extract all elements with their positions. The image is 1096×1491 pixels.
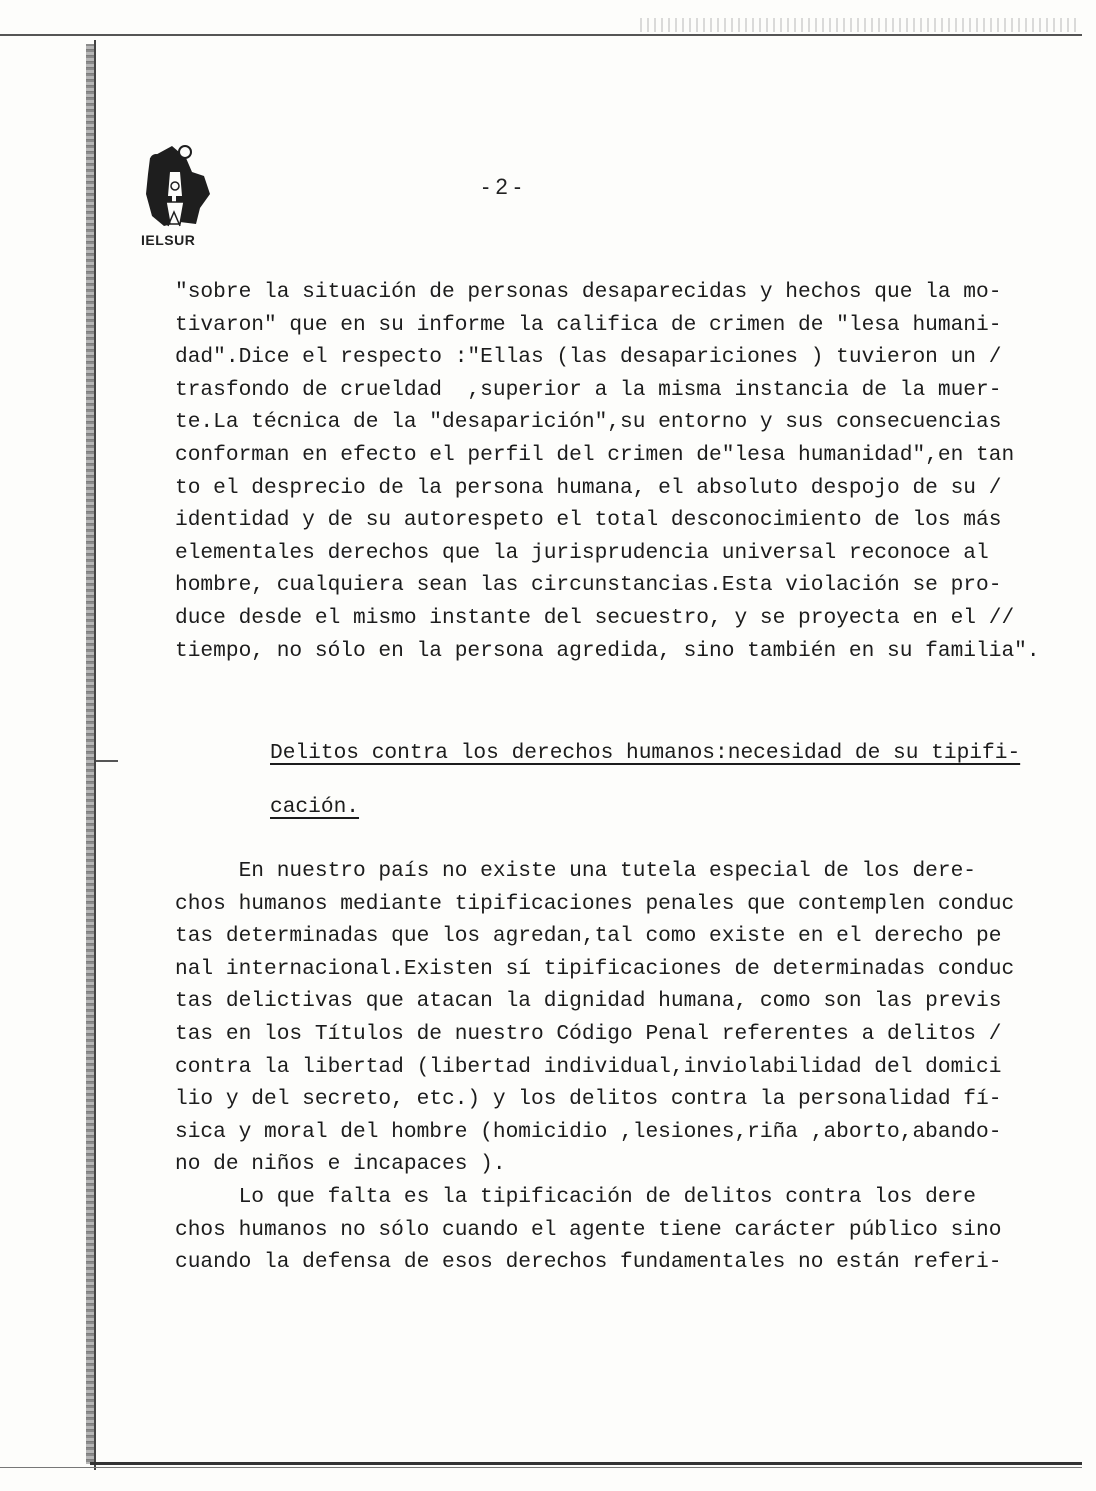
text-line: chos humanos mediante tipificaciones penales que contemplen conduc xyxy=(175,891,1015,916)
text-line: tivaron" que en su informe la califica de crimen de "lesa humani- xyxy=(175,312,1002,337)
text-line: tas en los Títulos de nuestro Código Penal referentes a delitos / xyxy=(175,1021,1002,1046)
margin-tick xyxy=(96,760,118,762)
page-number: - 2 - xyxy=(482,174,522,199)
text-line: chos humanos no sólo cuando el agente tiene carácter público sino xyxy=(175,1217,1002,1242)
text-line: conforman en efecto el perfil del crimen de"lesa humanidad",en tan xyxy=(175,442,1015,467)
text-line: identidad y de su autorespeto el total desconocimiento de los más xyxy=(175,508,1002,533)
quote-paragraph xyxy=(175,276,1075,667)
text-line: sica y moral del hombre (homicidio ,lesiones,riña ,aborto,abando- xyxy=(175,1119,1002,1144)
logo-label: IELSUR xyxy=(141,232,196,248)
page-bottom-edge xyxy=(90,1462,1082,1465)
page-top-edge xyxy=(0,34,1082,36)
text-line: lio y del secreto, etc.) y los delitos contra la personalidad fí- xyxy=(175,1087,1002,1112)
text-line: hombre, cualquiera sean las circunstancias.Esta violación se pro- xyxy=(175,573,1002,598)
page-bottom-edge-shadow xyxy=(0,1467,1082,1468)
text-line: nal internacional.Existen sí tipificaciones de determinadas conduc xyxy=(175,956,1015,981)
family-silhouette-icon xyxy=(140,138,220,238)
text-line: no de niños e incapaces ). xyxy=(175,1152,506,1177)
text-line: elementales derechos que la jurisprudencia universal reconoce al xyxy=(175,540,989,565)
section-heading xyxy=(270,737,1060,823)
text-line: cuando la defensa de esos derechos fundamentales no están referi- xyxy=(175,1250,1002,1275)
heading-line-1: Delitos contra los derechos humanos:necesidad de su tipifi- xyxy=(270,741,1021,765)
text-line: duce desde el mismo instante del secuestro, y se proyecta en el // xyxy=(175,605,1015,630)
text-line: trasfondo de crueldad ,superior a la misma instancia de la muer- xyxy=(175,377,1002,402)
text-line: te.La técnica de la "desaparición",su entorno y sus consecuencias xyxy=(175,410,1002,435)
text-line: contra la libertad (libertad individual,inviolabilidad del domici xyxy=(175,1054,1002,1079)
text-line: tas delictivas que atacan la dignidad humana, como son las previs xyxy=(175,989,1002,1014)
text-line: En nuestro país no existe una tutela especial de los dere- xyxy=(175,859,977,883)
text-line: "sobre la situación de personas desaparecidas y hechos que la mo- xyxy=(175,280,1002,304)
text-line: to el desprecio de la persona humana, el absoluto despojo de su / xyxy=(175,475,1002,500)
text-line: tiempo, no sólo en la persona agredida, sino también en su familia". xyxy=(175,638,1040,663)
heading-line-2: cación. xyxy=(270,795,360,819)
body-paragraph xyxy=(175,855,1075,1279)
binding-edge-line xyxy=(94,40,96,1470)
text-line: Lo que falta es la tipificación de delitos contra los dere xyxy=(175,1184,977,1209)
text-line: tas determinadas que los agredan,tal como existe en el derecho pe xyxy=(175,924,1002,949)
scan-speckle xyxy=(640,18,1080,32)
text-line: dad".Dice el respecto :"Ellas (las desapariciones ) tuvieron un / xyxy=(175,345,1002,370)
